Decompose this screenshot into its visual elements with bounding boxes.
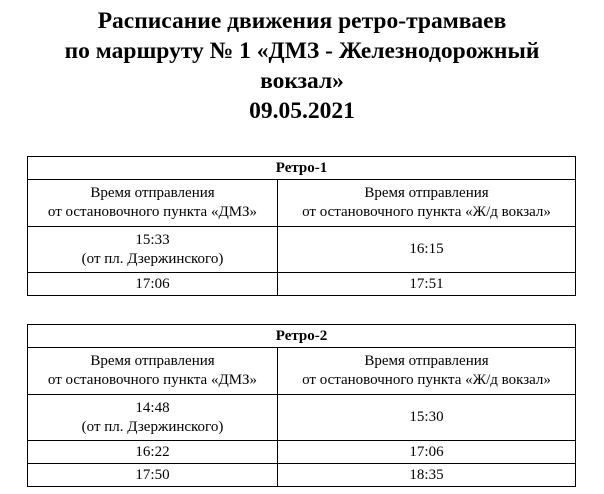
- departure-dmz-cell: 16:22: [28, 441, 278, 464]
- column-header-line: Время отправления: [364, 353, 489, 369]
- table-row: [28, 441, 576, 464]
- departure-dmz-cell: 17:50: [28, 464, 278, 487]
- departure-dmz-cell: 17:06: [28, 273, 278, 296]
- table-name-row: [28, 157, 576, 180]
- table-row: [28, 464, 576, 487]
- departure-time: 14:48: [135, 399, 170, 416]
- column-header-dmz: [28, 180, 278, 227]
- departure-station-cell: 15:30: [278, 395, 576, 441]
- column-header-row: [28, 180, 576, 227]
- document-title: [0, 6, 604, 126]
- title-line-1: Расписание движения ретро-трамваев: [97, 8, 507, 34]
- departure-dmz-cell: [28, 227, 278, 273]
- column-header-line: от остановочного пункта «Ж/д вокзал»: [302, 204, 551, 220]
- schedule-table-retro-2: [27, 324, 576, 487]
- column-header-station: [278, 180, 576, 227]
- departure-note: (от пл. Дзержинского): [81, 418, 224, 435]
- column-header-dmz: [28, 348, 278, 395]
- schedule-table-retro-1: [27, 156, 576, 296]
- table-row: [28, 273, 576, 296]
- table-row: [28, 395, 576, 441]
- column-header-line: Время отправления: [90, 185, 215, 201]
- column-header-line: от остановочного пункта «ДМЗ»: [47, 372, 258, 388]
- departure-station-cell: 16:15: [278, 227, 576, 273]
- schedule-date: 09.05.2021: [249, 98, 355, 124]
- column-header-line: Время отправления: [90, 353, 215, 369]
- table-name-row: [28, 325, 576, 348]
- title-line-2: по маршруту № 1 «ДМЗ - Железнодорожный: [64, 38, 540, 64]
- departure-time: 15:33: [135, 231, 170, 248]
- tram-name: Ретро-2: [28, 325, 576, 348]
- column-header-row: [28, 348, 576, 395]
- tram-name: Ретро-1: [28, 157, 576, 180]
- departure-station-cell: 18:35: [278, 464, 576, 487]
- departure-station-cell: 17:06: [278, 441, 576, 464]
- departure-dmz-cell: [28, 395, 278, 441]
- departure-note: (от пл. Дзержинского): [81, 250, 224, 267]
- column-header-line: от остановочного пункта «ДМЗ»: [47, 204, 258, 220]
- title-line-3: вокзал»: [260, 68, 344, 94]
- table-row: [28, 227, 576, 273]
- column-header-station: [278, 348, 576, 395]
- column-header-line: Время отправления: [364, 185, 489, 201]
- departure-station-cell: 17:51: [278, 273, 576, 296]
- column-header-line: от остановочного пункта «Ж/д вокзал»: [302, 372, 551, 388]
